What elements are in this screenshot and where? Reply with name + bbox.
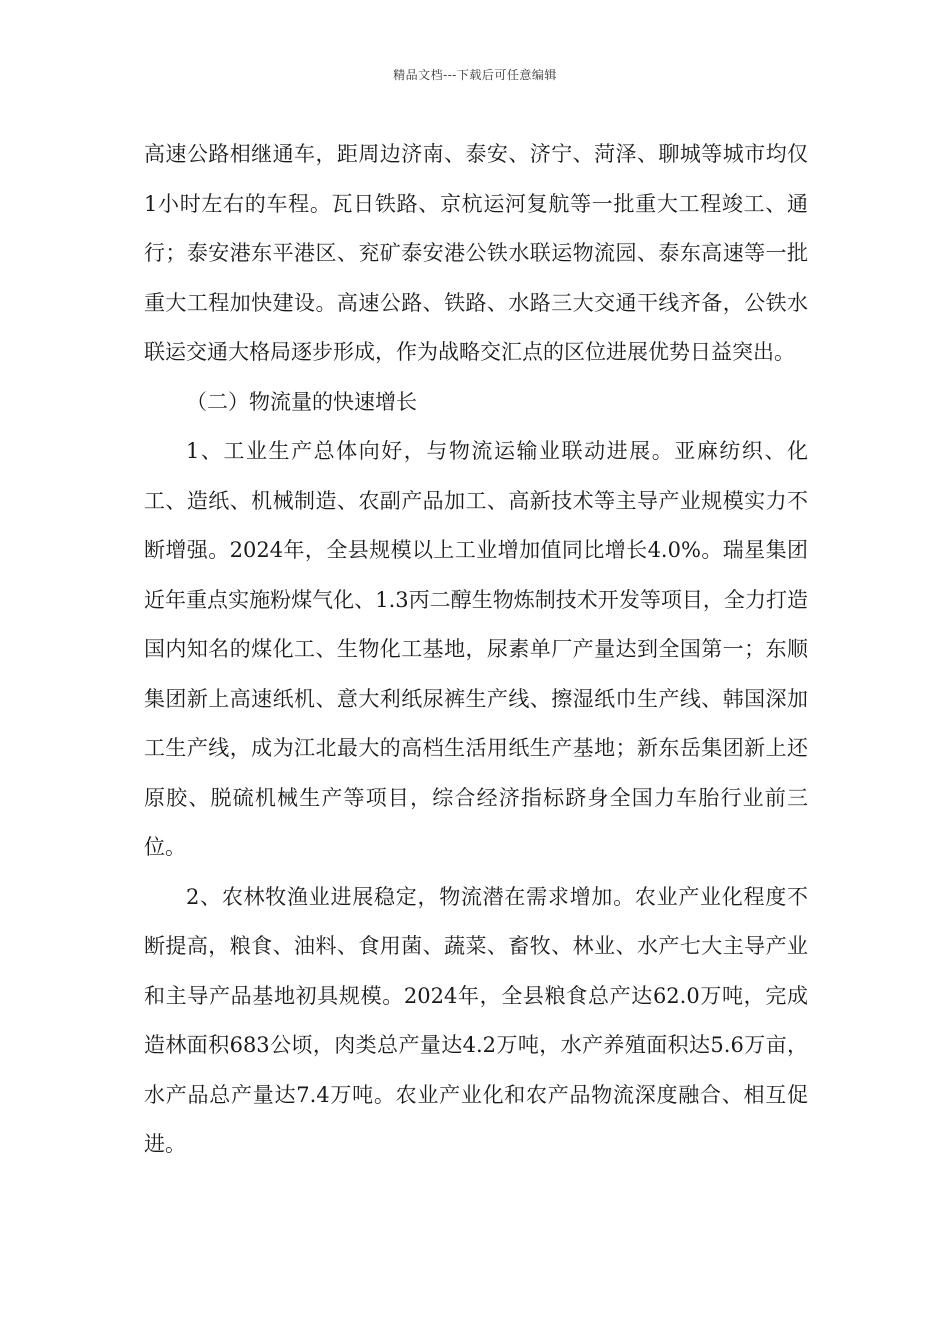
- paragraph-industry: 1、工业生产总体向好，与物流运输业联动进展。亚麻纺织、化工、造纸、机械制造、农副产品加工、高新技术等主导产业规模实力不断增强。2024年，全县规模以上工业增加值同比增长4.0%。瑞星集团近年重点实施粉煤气化、1.3丙二醇生物炼制技术开发等项目，全力打造国内知名的煤化工、生物化工基地，尿素单厂产量达到全国第一；东顺集团新上高速纸机、意大利纸尿裤生产线、擦湿纸巾生产线、韩国深加工生产线，成为江北最大的高档生活用纸生产基地；新东岳集团新上还原胶、脱硫机械生产等项目，综合经济指标跻身全国力车胎行业前三位。: [144, 439, 808, 859]
- document-body: [144, 130, 808, 1170]
- paragraph-transport: 高速公路相继通车，距周边济南、泰安、济宁、菏泽、聊城等城市均仅1小时左右的车程。瓦日铁路、京杭运河复航等一批重大工程竣工、通行；泰安港东平港区、兖矿泰安港公铁水联运物流园、泰东高速等一批重大工程加快建设。高速公路、铁路、水路三大交通干线齐备，公铁水联运交通大格局逐步形成，作为战略交汇点的区位进展优势日益突出。: [144, 142, 808, 364]
- section-heading-logistics-growth: （二）物流量的快速增长: [186, 389, 417, 414]
- page-header: 精品文档---下载后可任意编辑: [393, 68, 557, 82]
- paragraph-agriculture: 2、农林牧渔业进展稳定，物流潜在需求增加。农业产业化程度不断提高，粮食、油料、食用菌、蔬菜、畜牧、林业、水产七大主导产业和主导产品基地初具规模。2024年，全县粮食总产达62.0万吨，完成造林面积683公顷，肉类总产量达4.2万吨，水产养殖面积达5.6万亩，水产品总产量达7.4万吨。农业产业化和农产品物流深度融合、相互促进。: [144, 884, 808, 1156]
